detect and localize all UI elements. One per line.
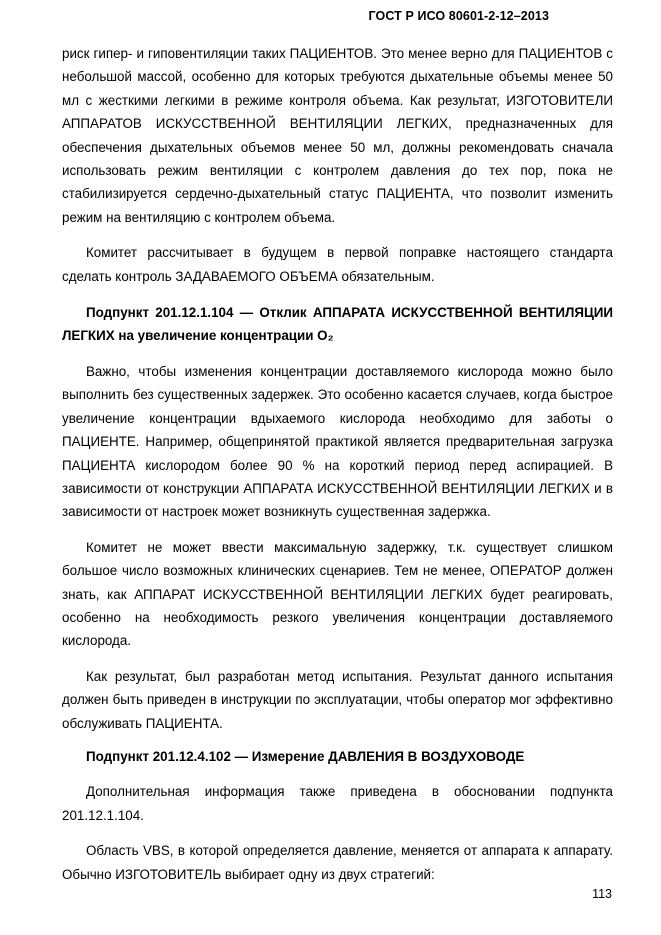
page-number: 113 xyxy=(592,887,612,901)
body-block-1 xyxy=(62,42,613,288)
body-block-2 xyxy=(62,301,613,348)
paragraph: Комитет не может ввести максимальную задержку, т.к. существует слишком большое число возможных клинических сценариев. Тем не менее, ОПЕРАТОР должен знать, как АППАРАТ ИСКУССТВЕННОЙ ВЕНТИЛЯЦИИ ЛЕГКИХ будет реагировать, особенно на необходимость резкого увеличения концентрации доставляемого кислорода. xyxy=(62,539,613,649)
paragraph: Область VBS, в которой определяется давление, меняется от аппарата к аппарату. Обычно ИЗГОТОВИТЕЛЬ выбирает одну из двух стратегий: xyxy=(62,843,613,882)
body-block-3 xyxy=(62,360,613,735)
paragraph: Комитет рассчитывает в будущем в первой поправке настоящего стандарта сделать контроль ЗАДАВАЕМОГО ОБЪЕМА обязательным. xyxy=(62,245,613,284)
paragraph: риск гипер- и гиповентиляции таких ПАЦИЕНТОВ. Это менее верно для ПАЦИЕНТОВ с небольшой массой, особенно для которых требуются дыхательные объемы менее 50 мл с жесткими легкими в режиме контроля объема. Как результат, ИЗГОТОВИТЕЛИ АППАРАТОВ ИСКУССТВЕННОЙ ВЕНТИЛЯЦИИ ЛЕГКИХ, предназначенных для обеспечения дыхательных объемов менее 50 мл, должны рекомендовать сначала использовать режим вентиляции с контролем давления до тех пор, пока не стабилизируется сердечно-дыхательный статус ПАЦИЕНТА, что позволит изменить режим на вентиляцию с контролем объема. xyxy=(62,46,613,225)
paragraph: Дополнительная информация также приведена в обосновании подпункта 201.12.1.104. xyxy=(62,784,613,823)
section-heading: Подпункт 201.12.1.104 — Отклик АППАРАТА ИСКУССТВЕННОЙ ВЕНТИЛЯЦИИ ЛЕГКИХ на увеличение концентрации O₂ xyxy=(62,305,613,344)
body-block-4 xyxy=(62,745,613,886)
paragraph: Как результат, был разработан метод испытания. Результат данного испытания должен быть приведен в инструкции по эксплуатации, чтобы оператор мог эффективно обслуживать ПАЦИЕНТА. xyxy=(62,668,613,731)
section-heading: Подпункт 201.12.4.102 — Измерение ДАВЛЕНИЯ В ВОЗДУХОВОДЕ xyxy=(86,749,525,764)
document-header: ГОСТ Р ИСО 80601-2-12–2013 xyxy=(368,9,549,23)
paragraph: Важно, чтобы изменения концентрации доставляемого кислорода можно было выполнить без существенных задержек. Это особенно касается случаев, когда быстрое увеличение концентрации вдыхаемого кислорода необходимо для заботы о ПАЦИЕНТЕ. Например, общепринятой практикой является предварительная загрузка ПАЦИЕНТА кислородом более 90 % на короткий период перед аспирацией. В зависимости от конструкции АППАРАТА ИСКУССТВЕННОЙ ВЕНТИЛЯЦИИ ЛЕГКИХ и в зависимости от настроек может возникнуть существенная задержка. xyxy=(62,364,613,520)
